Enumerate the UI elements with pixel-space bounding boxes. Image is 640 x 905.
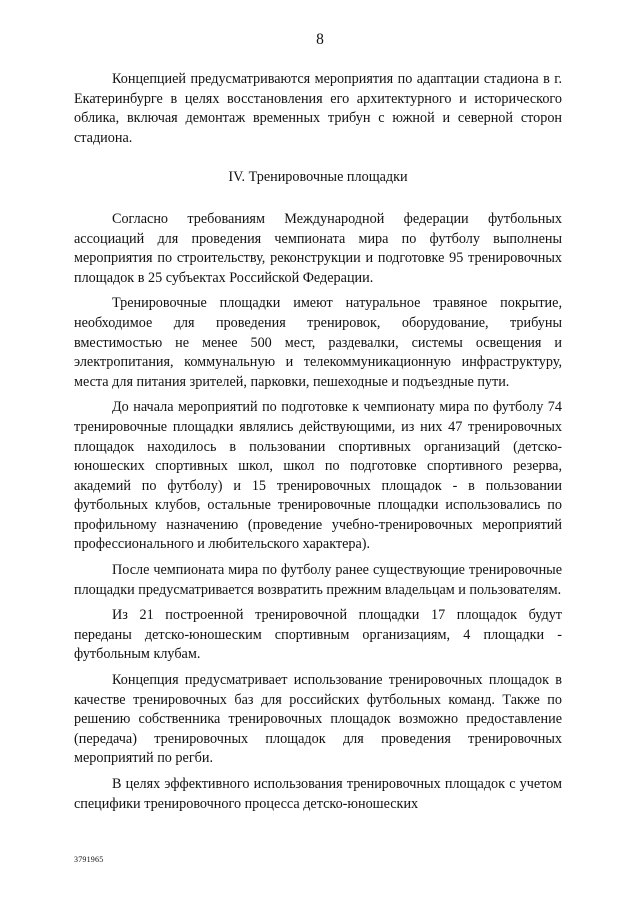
intro-paragraph: Концепцией предусматриваются мероприятия по адаптации стадиона в г. Екатеринбурге в целях восстановления его архитектурного и исторического облика, включая демонтаж временных трибун с южной и северной сторон стадиона. xyxy=(74,71,562,146)
paragraph-prior-status: До начала мероприятий по подготовке к чемпионату мира по футболу 74 тренировочные площадки являлись действующими, из них 47 тренировочных площадок находилось в пользовании спортивных организаций (детско-юношеских спортивных школ, школ по подготовке спортивного резерва, академий по футболу) и 15 тренировочных площадок - в пользовании футбольных клубов, остальные тренировочные площадки использовались по профильному назначению (проведение учебно-тренировочных мероприятий профессионального и любительского характера). xyxy=(74,399,562,553)
page-number: 8 xyxy=(316,31,324,48)
paragraph-facilities: Тренировочные площадки имеют натуральное травяное покрытие, необходимое для проведения тренировок, оборудование, трибуны вместимостью не менее 500 мест, раздевалки, системы освещения и электропитания, коммунальную и телекоммуникационную инфраструктуру, места для питания зрителей, парковки, пешеходные и подъездные пути. xyxy=(74,295,562,390)
section-heading: IV. Тренировочные площадки xyxy=(228,169,408,186)
paragraph-efficient-use: В целях эффективного использования тренировочных площадок с учетом специфики тренировочного процесса детско-юношеских xyxy=(74,776,562,812)
paragraph-return-owners: После чемпионата мира по футболу ранее существующие тренировочные площадки предусматривается возвратить прежним владельцам и пользователям. xyxy=(74,562,562,598)
paragraph-requirements: Согласно требованиям Международной федерации футбольных ассоциаций для проведения чемпионата мира по футболу выполнены мероприятия по строительству, реконструкции и подготовке 95 тренировочных площадок в 25 субъектах Российской Федерации. xyxy=(74,210,562,286)
document-code: 3791965 xyxy=(74,855,104,864)
paragraph-transfer: Из 21 построенной тренировочной площадки 17 площадок будут переданы детско-юношеским спортивным организациям, 4 площадки - футбольным клубам. xyxy=(74,607,562,663)
paragraph-training-bases: Концепция предусматривает использование тренировочных площадок в качестве тренировочных баз для российских футбольных команд. Также по решению собственника тренировочных площадок возможно предоставление (передача) тренировочных площадок для проведения тренировочных мероприятий по регби. xyxy=(74,672,562,767)
document-body xyxy=(74,70,562,820)
